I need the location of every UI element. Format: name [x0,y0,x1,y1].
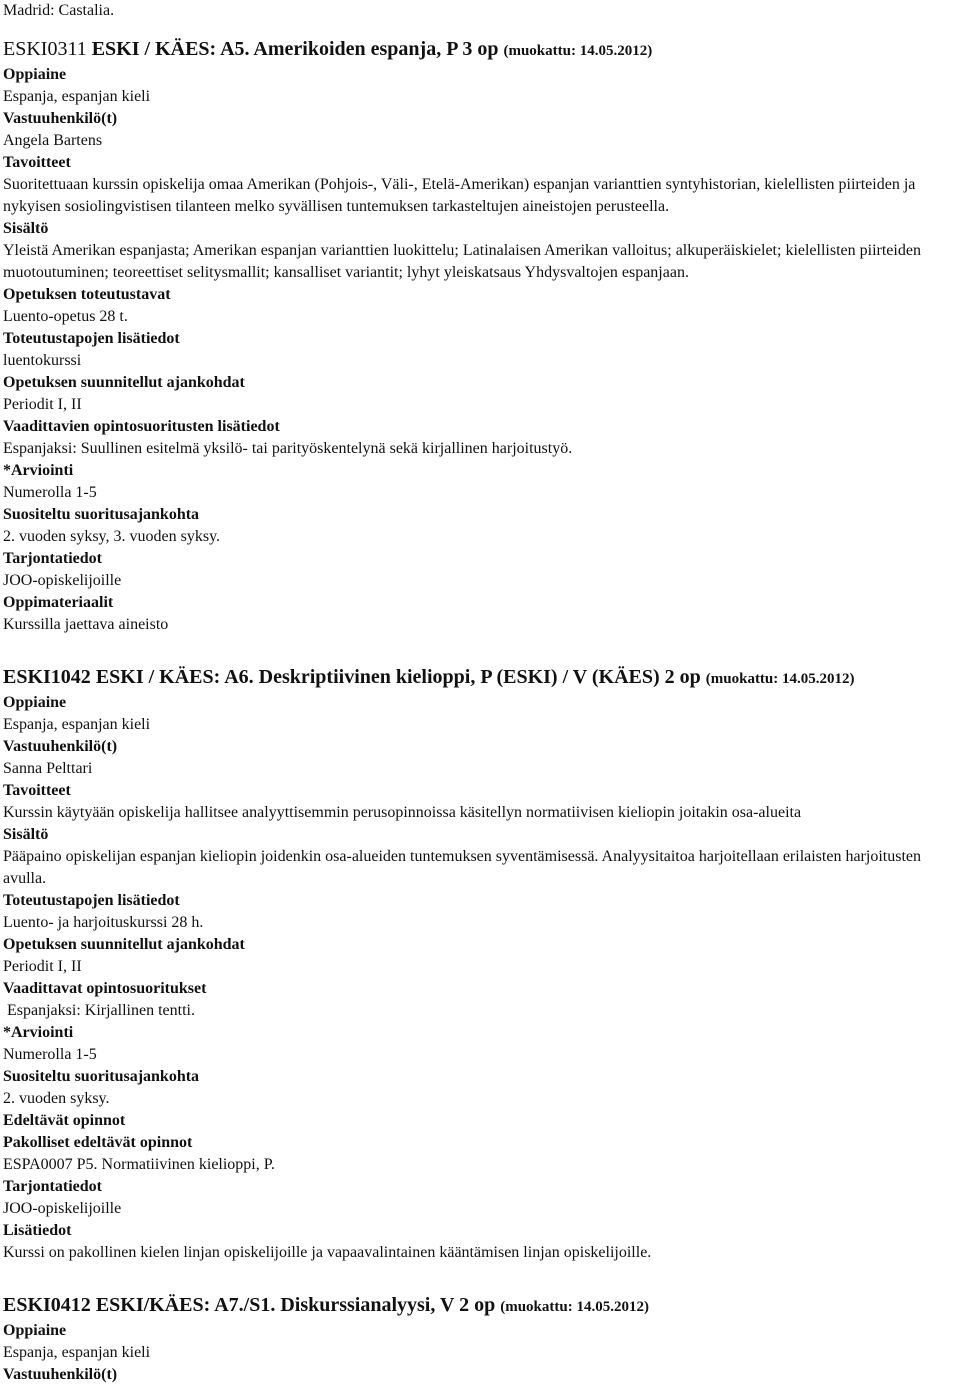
field-value: Periodit I, II [3,958,82,975]
course-section-eski1042 [3,664,959,1264]
field-value: JOO-opiskelijoille [3,1200,122,1217]
field-label: Oppimateriaalit [3,594,114,611]
field-value: Periodit I, II [3,396,82,413]
field-value: Pääpaino opiskelijan espanjan kieliopin joidenkin osa-alueiden tuntemuksen syventämisessä. Analyysitaitoa harjoitellaan erilaisten harjoitusten avulla. [3,848,921,887]
field-label: Suositeltu suoritusajankohta [3,1068,200,1085]
course-code: ESKI0311 [3,38,87,60]
field-label: Pakolliset edeltävät opinnot [3,1134,193,1151]
course-name: ESKI / KÄES: A5. Amerikoiden espanja, P 3 op [91,38,499,60]
field-label: Vastuuhenkilö(t) [3,738,118,755]
spacer [3,22,959,36]
field-label: Oppiaine [3,66,67,83]
course-name: ESKI/KÄES: A7./S1. Diskurssianalyysi, V 2 op [95,1294,496,1316]
field-label: Tarjontatiedot [3,550,102,567]
field-label: Tavoitteet [3,154,71,171]
field-value: Suoritettuaan kurssin opiskelija omaa Amerikan (Pohjois-, Väli-, Etelä-Amerikan) espanjan varianttien syntyhistorian, kielellisten piirteiden ja nykyisen sosiolingvistisen tilanteen melko syvällisen tuntemuksen tarkasteltujen aineistojen perusteella. [3,176,916,215]
field-label: Lisätiedot [3,1222,72,1239]
field-value: luentokurssi [3,352,82,369]
field-label: *Arviointi [3,1024,74,1041]
field-value: Sanna Pelttari [3,760,93,777]
field-value: Yleistä Amerikan espanjasta; Amerikan espanjan varianttien luokittelu; Latinalaisen Amerikan valloitus; alkuperäiskielet; kielellisten piirteiden muotoutuminen; teoreettiset selitysmallit; kansalliset variantit; lyhyt yleiskatsaus Yhdysvaltojen espanjaan. [3,242,921,281]
field-value: Luento-opetus 28 t. [3,308,128,325]
field-label: Opetuksen toteutustavat [3,286,171,303]
course-section-eski0311 [3,36,959,636]
course-code: ESKI1042 [3,666,91,688]
course-modified: (muokattu: 14.05.2012) [705,671,855,687]
field-label: Vaadittavien opintosuoritusten lisätiedot [3,418,280,435]
field-label: Opetuksen suunnitellut ajankohdat [3,936,245,953]
field-label: Suositeltu suoritusajankohta [3,506,200,523]
field-label: *Arviointi [3,462,74,479]
field-value: Espanja, espanjan kieli [3,88,151,105]
field-value: Espanjaksi: Kirjallinen tentti. [7,1002,195,1019]
field-value: Numerolla 1-5 [3,1046,97,1063]
field-value: Numerolla 1-5 [3,484,97,501]
field-value: Angela Bartens [3,132,103,149]
field-value: Espanja, espanjan kieli [3,1344,151,1361]
field-label: Tavoitteet [3,782,71,799]
field-value: 2. vuoden syksy, 3. vuoden syksy. [3,528,221,545]
field-value: ESPA0007 P5. Normatiivinen kielioppi, P. [3,1156,275,1173]
field-value: Luento- ja harjoituskurssi 28 h. [3,914,204,931]
field-value: Kurssin käytyään opiskelija hallitsee analyyttisemmin perusopinnoissa käsitellyn normatiivisen kieliopin joitakin osa-alueita [3,804,802,821]
course-code: ESKI0412 [3,1294,91,1316]
course-title [3,1292,959,1320]
document-page [3,0,959,1386]
field-label: Toteutustapojen lisätiedot [3,330,180,347]
field-label: Sisältö [3,826,49,843]
course-title [3,664,959,692]
course-modified: (muokattu: 14.05.2012) [503,43,653,59]
field-label: Oppiaine [3,694,67,711]
field-value: 2. vuoden syksy. [3,1090,110,1107]
field-label: Oppiaine [3,1322,67,1339]
field-value: JOO-opiskelijoille [3,572,122,589]
field-label: Vaadittavat opintosuoritukset [3,980,207,997]
field-label: Sisältö [3,220,49,237]
course-modified: (muokattu: 14.05.2012) [500,1299,649,1315]
field-value: Espanja, espanjan kieli [3,716,151,733]
course-title [3,36,959,64]
field-value: Espanjaksi: Suullinen esitelmä yksilö- tai parityöskentelynä sekä kirjallinen harjoitustyö. [3,440,573,457]
field-label: Edeltävät opinnot [3,1112,126,1129]
field-label: Opetuksen suunnitellut ajankohdat [3,374,245,391]
spacer [3,636,959,664]
field-label: Toteutustapojen lisätiedot [3,892,180,909]
field-label: Vastuuhenkilö(t) [3,1366,118,1383]
spacer [3,1264,959,1292]
intro-text: Madrid: Castalia. [3,2,115,19]
course-section-eski0412 [3,1292,959,1386]
field-label: Vastuuhenkilö(t) [3,110,118,127]
field-value: Kurssilla jaettava aineisto [3,616,169,633]
field-label: Tarjontatiedot [3,1178,102,1195]
field-value: Kurssi on pakollinen kielen linjan opiskelijoille ja vapaavalintainen kääntämisen linjan opiskelijoille. [3,1244,652,1261]
course-name: ESKI / KÄES: A6. Deskriptiivinen kielioppi, P (ESKI) / V (KÄES) 2 op [95,666,701,688]
